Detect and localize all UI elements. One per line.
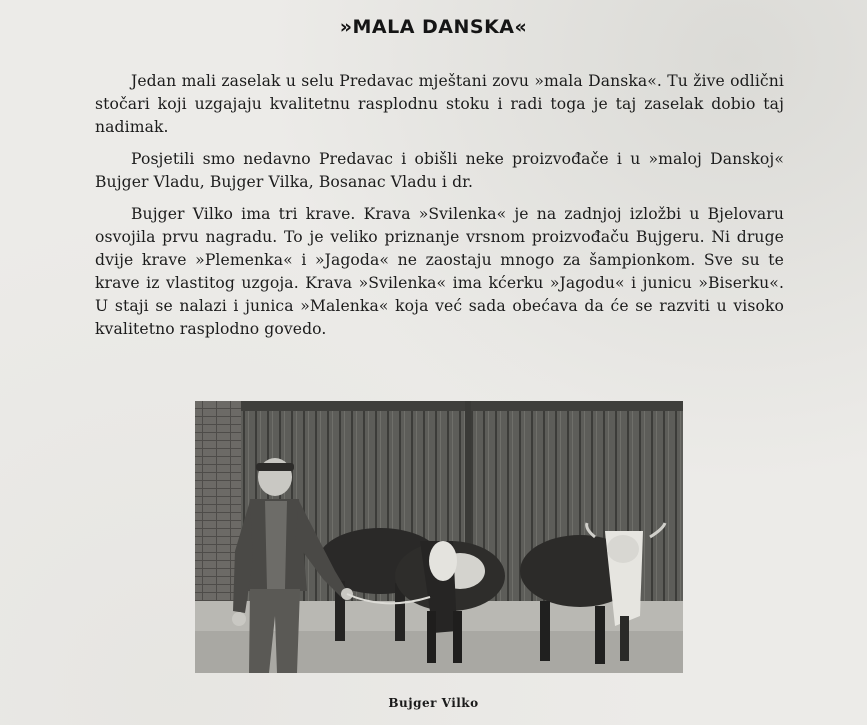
article-body (95, 70, 784, 350)
paragraph-2: Posjetili smo nedavno Predavac i obišli neke proizvođače i u »maloj Danskoj« Bujger Vladu, Bujger Vilka, Bosanac Vladu i dr. (95, 150, 784, 191)
photo-farmer-with-cows (195, 401, 683, 673)
paragraph-1: Jedan mali zaselak u selu Predavac mještani zovu »mala Danska«. Tu žive odlični stočari koji uzgajaju kvalitetnu rasplodnu stoku i radi toga je taj zaselak dobio taj nadimak. (95, 72, 784, 136)
photo-caption: Bujger Vilko (388, 696, 479, 710)
article-photo (195, 401, 683, 673)
article-title: »MALA DANSKA« (339, 16, 528, 38)
paragraph-3: Bujger Vilko ima tri krave. Krava »Svilenka« je na zadnjoj izložbi u Bjelovaru osvojila prvu nagradu. To je veliko priznanje vrsnom proizvođaču Bujgeru. Ni druge dvije krave »Plemenka« i »Jagoda« ne zaostaju mnogo za šampionkom. Sve su te krave iz vlastitog uzgoja. Krava »Svilenka« ima kćerku »Jagodu« i junicu »Biserku«. U staji se nalazi i junica »Malenka« koja već sada obećava da će se razviti u visoko kvalitetno rasplodno govedo. (95, 205, 784, 338)
